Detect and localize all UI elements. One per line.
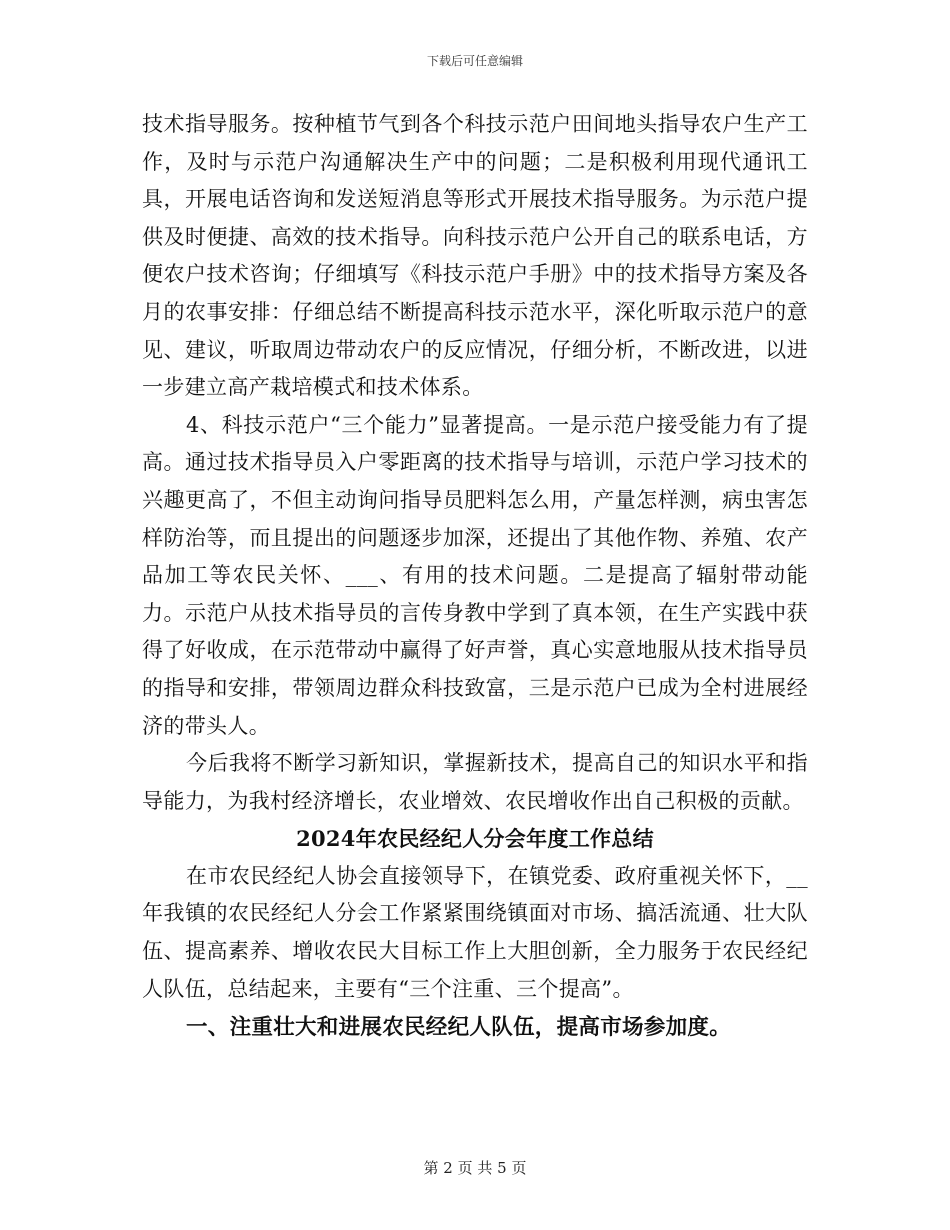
- header-note: 下载后可任意编辑: [426, 54, 523, 68]
- paragraph-three-abilities: 4、科技示范户“三个能力”显著提高。一是示范户接受能力有了提高。通过技术指导员入户零距离的技术指导与培训，示范户学习技术的兴趣更高了，不但主动询问指导员肥料怎么用，产量怎样测，病虫害怎样防治等，而且提出的问题逐步加深，还提出了其他作物、养殖、农产品加工等农民关怀、___、有用的技术问题。二是提高了辐射带动能力。示范户从技术指导员的言传身教中学到了真本领，在生产实践中获得了好收成，在示范带动中赢得了好声誉，真心实意地服从技术指导员的指导和安排，带领周边群众科技致富，三是示范户已成为全村进展经济的带头人。: [142, 412, 808, 738]
- section-title: 2024年农民经纪人分会年度工作总结: [296, 826, 654, 852]
- paragraph-broker-intro: 在市农民经纪人协会直接领导下，在镇党委、政府重视关怀下，__年我镇的农民经纪人分会工作紧紧围绕镇面对市场、搞活流通、壮大队伍、提高素养、增收农民大目标工作上大胆创新，全力服务于农民经纪人队伍，总结起来，主要有“三个注重、三个提高”。: [142, 863, 808, 1001]
- paragraph-future-plan: 今后我将不断学习新知识，掌握新技术，提高自己的知识水平和指导能力，为我村经济增长，农业增效、农民增收作出自己积极的贡献。: [142, 751, 808, 813]
- page-number: 第 2 页 共 5 页: [423, 1159, 527, 1177]
- subheading-first-point: 一、注重壮大和进展农民经纪人队伍，提高市场参加度。: [186, 1015, 732, 1041]
- document-body: [142, 106, 808, 1048]
- paragraph-tech-guidance: 技术指导服务。按种植节气到各个科技示范户田间地头指导农户生产工作，及时与示范户沟通解决生产中的问题；二是积极利用现代通讯工具，开展电话咨询和发送短消息等形式开展技术指导服务。为示范户提供及时便捷、高效的技术指导。向科技示范户公开自己的联系电话，方便农户技术咨询；仔细填写《科技示范户手册》中的技术指导方案及各月的农事安排：仔细总结不断提高科技示范水平，深化听取示范户的意见、建议，听取周边带动农户的反应情况，仔细分析，不断改进，以进一步建立高产栽培模式和技术体系。: [142, 112, 808, 400]
